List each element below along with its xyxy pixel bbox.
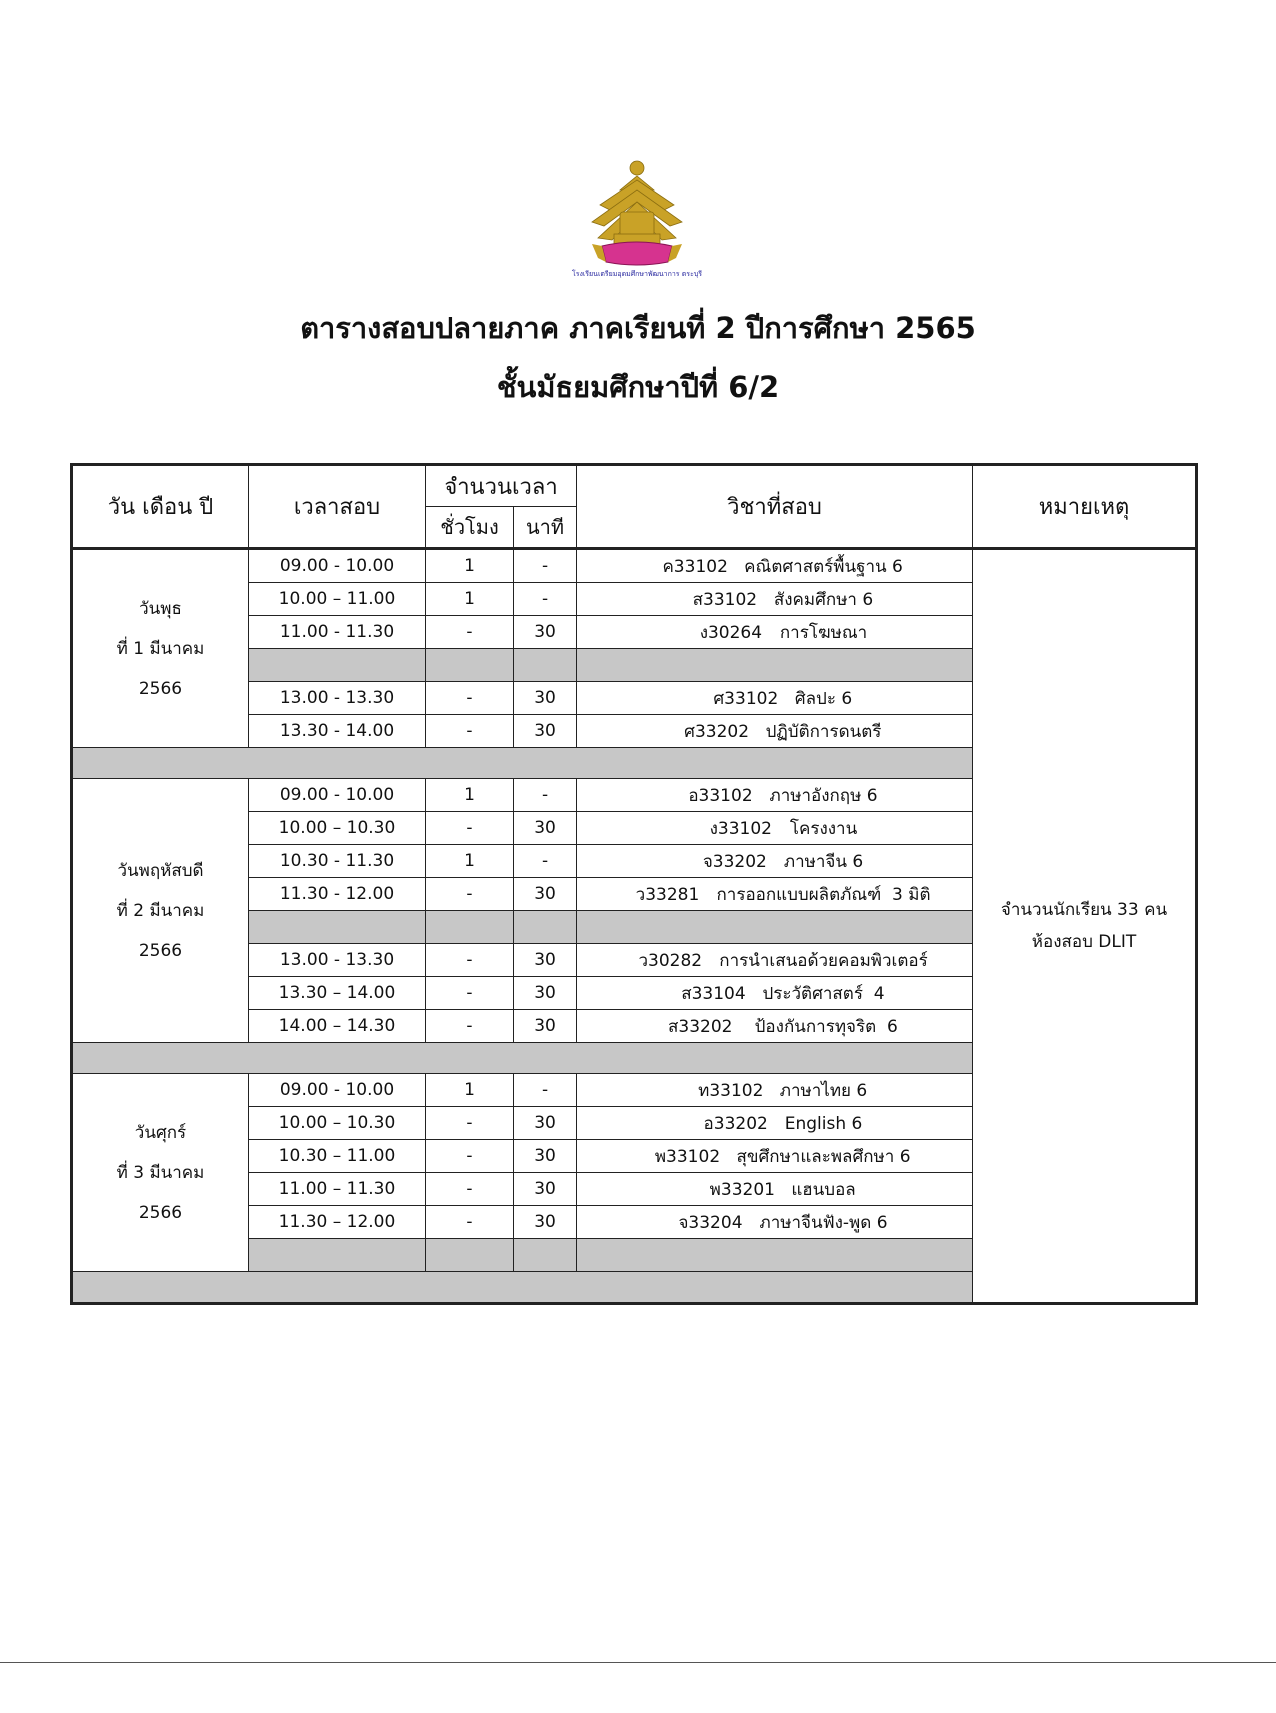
minutes-cell: - xyxy=(514,1074,577,1107)
schedule-body xyxy=(72,549,1197,1304)
time-cell xyxy=(249,649,426,682)
minutes-cell: 30 xyxy=(514,1010,577,1043)
subject-name: English 6 xyxy=(784,1113,863,1134)
subject-cell xyxy=(577,583,973,616)
subject-code: ศ33102 xyxy=(713,688,779,709)
header-time: เวลาสอบ xyxy=(249,465,426,549)
time-cell: 11.30 – 12.00 xyxy=(249,1206,426,1239)
minutes-cell: 30 xyxy=(514,977,577,1010)
subject-name: ศิลปะ 6 xyxy=(794,688,853,709)
exam-schedule-table xyxy=(70,463,1198,1305)
subject-cell xyxy=(577,1239,973,1272)
subject-name: คณิตศาสตร์พื้นฐาน 6 xyxy=(744,556,903,577)
hours-cell: - xyxy=(426,812,514,845)
hours-cell: - xyxy=(426,977,514,1010)
subject-cell xyxy=(577,812,973,845)
header-date: วัน เดือน ปี xyxy=(72,465,249,549)
remark-line2: ห้องสอบ DLIT xyxy=(1031,932,1137,952)
hours-cell: 1 xyxy=(426,845,514,878)
subject-code: ง33102 xyxy=(709,818,772,839)
minutes-cell: 30 xyxy=(514,944,577,977)
header-minutes: นาที xyxy=(514,507,577,549)
day-date: ที่ 1 มีนาคม xyxy=(116,638,205,659)
remark-cell xyxy=(973,549,1197,1304)
subject-name: ภาษาไทย 6 xyxy=(779,1080,868,1101)
minutes-cell xyxy=(514,911,577,944)
time-cell: 09.00 - 10.00 xyxy=(249,1074,426,1107)
subject-name: สุขศึกษาและพลศึกษา 6 xyxy=(736,1146,911,1167)
day-date: ที่ 2 มีนาคม xyxy=(116,900,205,921)
subject-code: จ33204 xyxy=(678,1212,743,1233)
hours-cell: 1 xyxy=(426,583,514,616)
time-cell: 13.00 - 13.30 xyxy=(249,682,426,715)
subject-code: ง30264 xyxy=(699,622,763,643)
minutes-cell: 30 xyxy=(514,1140,577,1173)
subject-cell xyxy=(577,878,973,911)
subject-code: พ33102 xyxy=(654,1146,721,1167)
subject-cell xyxy=(577,715,973,748)
hours-cell: - xyxy=(426,1107,514,1140)
header-hours: ชั่วโมง xyxy=(426,507,514,549)
hours-cell xyxy=(426,649,514,682)
minutes-cell xyxy=(514,1239,577,1272)
time-cell: 10.00 – 10.30 xyxy=(249,812,426,845)
subject-cell xyxy=(577,1173,973,1206)
subject-cell xyxy=(577,911,973,944)
day-separator xyxy=(72,1272,973,1304)
subject-cell xyxy=(577,616,973,649)
hours-cell: - xyxy=(426,616,514,649)
time-cell: 09.00 - 10.00 xyxy=(249,549,426,583)
subject-code: พ33201 xyxy=(709,1179,775,1200)
day-day: วันพฤหัสบดี xyxy=(117,860,204,881)
minutes-cell: 30 xyxy=(514,715,577,748)
hours-cell: 1 xyxy=(426,549,514,583)
subject-code: ท33102 xyxy=(698,1080,764,1101)
subject-cell xyxy=(577,1140,973,1173)
subject-cell xyxy=(577,1010,973,1043)
hours-cell: 1 xyxy=(426,779,514,812)
time-cell: 09.00 - 10.00 xyxy=(249,779,426,812)
day-year: 2566 xyxy=(138,1202,183,1223)
page-bottom-rule xyxy=(0,1662,1276,1663)
day-day: วันศุกร์ xyxy=(134,1122,187,1143)
subject-cell xyxy=(577,1206,973,1239)
day-year: 2566 xyxy=(138,940,183,961)
subject-cell xyxy=(577,649,973,682)
school-emblem-logo xyxy=(570,150,705,280)
subject-name: โครงงาน xyxy=(789,818,858,839)
remark-line1: จำนวนนักเรียน 33 คน xyxy=(1000,900,1168,920)
minutes-cell: - xyxy=(514,583,577,616)
time-cell: 10.00 – 10.30 xyxy=(249,1107,426,1140)
hours-cell: - xyxy=(426,715,514,748)
time-cell: 11.30 - 12.00 xyxy=(249,878,426,911)
subject-cell xyxy=(577,1074,973,1107)
hours-cell: - xyxy=(426,1010,514,1043)
subject-name: ภาษาจีน 6 xyxy=(783,851,864,872)
subject-code: ค33102 xyxy=(662,556,728,577)
hours-cell: - xyxy=(426,1173,514,1206)
subject-cell xyxy=(577,1107,973,1140)
subject-name: ประวัติศาสตร์ 4 xyxy=(762,983,885,1004)
day-cell xyxy=(72,1074,249,1272)
day-day: วันพุธ xyxy=(139,598,182,619)
time-cell xyxy=(249,911,426,944)
day-date: ที่ 3 มีนาคม xyxy=(116,1162,205,1183)
subject-cell xyxy=(577,682,973,715)
subject-code: ส33202 xyxy=(668,1016,733,1037)
minutes-cell: - xyxy=(514,845,577,878)
subject-cell xyxy=(577,845,973,878)
minutes-cell: 30 xyxy=(514,616,577,649)
minutes-cell: - xyxy=(514,549,577,583)
subject-code: อ33102 xyxy=(688,785,753,806)
subject-cell xyxy=(577,944,973,977)
hours-cell xyxy=(426,911,514,944)
table-row xyxy=(72,549,1197,583)
subject-name: การโฆษณา xyxy=(779,622,868,643)
day-separator xyxy=(72,1043,973,1074)
subject-cell xyxy=(577,779,973,812)
subject-name: ภาษาอังกฤษ 6 xyxy=(769,785,878,806)
subject-code: ว33281 xyxy=(635,884,700,905)
hours-cell: - xyxy=(426,682,514,715)
time-cell: 10.30 - 11.30 xyxy=(249,845,426,878)
hours-cell xyxy=(426,1239,514,1272)
subject-name: แฮนบอล xyxy=(791,1179,856,1200)
subject-cell xyxy=(577,549,973,583)
hours-cell: - xyxy=(426,944,514,977)
header-subject: วิชาที่สอบ xyxy=(577,465,973,549)
subject-code: ศ33202 xyxy=(684,721,750,742)
subject-code: อ33202 xyxy=(703,1113,768,1134)
subject-name: การนำเสนอด้วยคอมพิวเตอร์ xyxy=(719,950,928,971)
subject-cell xyxy=(577,977,973,1010)
header-duration: จำนวนเวลา xyxy=(426,465,577,507)
hours-cell: - xyxy=(426,878,514,911)
subject-name: การออกแบบผลิตภัณฑ์ 3 มิติ xyxy=(716,884,931,905)
minutes-cell: 30 xyxy=(514,682,577,715)
page-subtitle: ชั้นมัธยมศึกษาปีที่ 6/2 xyxy=(496,370,780,404)
minutes-cell: 30 xyxy=(514,1107,577,1140)
subject-code: จ33202 xyxy=(702,851,767,872)
hours-cell: 1 xyxy=(426,1074,514,1107)
time-cell: 11.00 – 11.30 xyxy=(249,1173,426,1206)
minutes-cell: 30 xyxy=(514,1173,577,1206)
day-cell xyxy=(72,549,249,748)
day-separator xyxy=(72,748,973,779)
hours-cell: - xyxy=(426,1140,514,1173)
subject-code: ส33104 xyxy=(681,983,746,1004)
time-cell: 10.00 – 11.00 xyxy=(249,583,426,616)
minutes-cell: 30 xyxy=(514,1206,577,1239)
day-cell xyxy=(72,779,249,1043)
time-cell: 14.00 – 14.30 xyxy=(249,1010,426,1043)
subject-name: สังคมศึกษา 6 xyxy=(773,589,874,610)
time-cell: 13.00 - 13.30 xyxy=(249,944,426,977)
minutes-cell: 30 xyxy=(514,812,577,845)
minutes-cell: - xyxy=(514,779,577,812)
time-cell: 13.30 - 14.00 xyxy=(249,715,426,748)
subject-name: ปฏิบัติการดนตรี xyxy=(765,721,882,742)
minutes-cell: 30 xyxy=(514,878,577,911)
hours-cell: - xyxy=(426,1206,514,1239)
day-year: 2566 xyxy=(138,678,183,699)
header-remark: หมายเหตุ xyxy=(973,465,1197,549)
subject-name: ภาษาจีนฟัง-พูด 6 xyxy=(759,1212,888,1233)
time-cell: 11.00 - 11.30 xyxy=(249,616,426,649)
minutes-cell xyxy=(514,649,577,682)
time-cell xyxy=(249,1239,426,1272)
svg-text:โรงเรียนเตรียมอุดมศึกษาพัฒนากา: โรงเรียนเตรียมอุดมศึกษาพัฒนาการ ตระบุรี xyxy=(571,270,703,278)
subject-code: ส33102 xyxy=(692,589,758,610)
subject-code: ว30282 xyxy=(638,950,703,971)
page-title: ตารางสอบปลายภาค ภาคเรียนที่ 2 ปีการศึกษา 2565 xyxy=(300,311,976,345)
time-cell: 10.30 – 11.00 xyxy=(249,1140,426,1173)
time-cell: 13.30 – 14.00 xyxy=(249,977,426,1010)
subject-name: ป้องกันการทุจริต 6 xyxy=(749,1016,898,1037)
